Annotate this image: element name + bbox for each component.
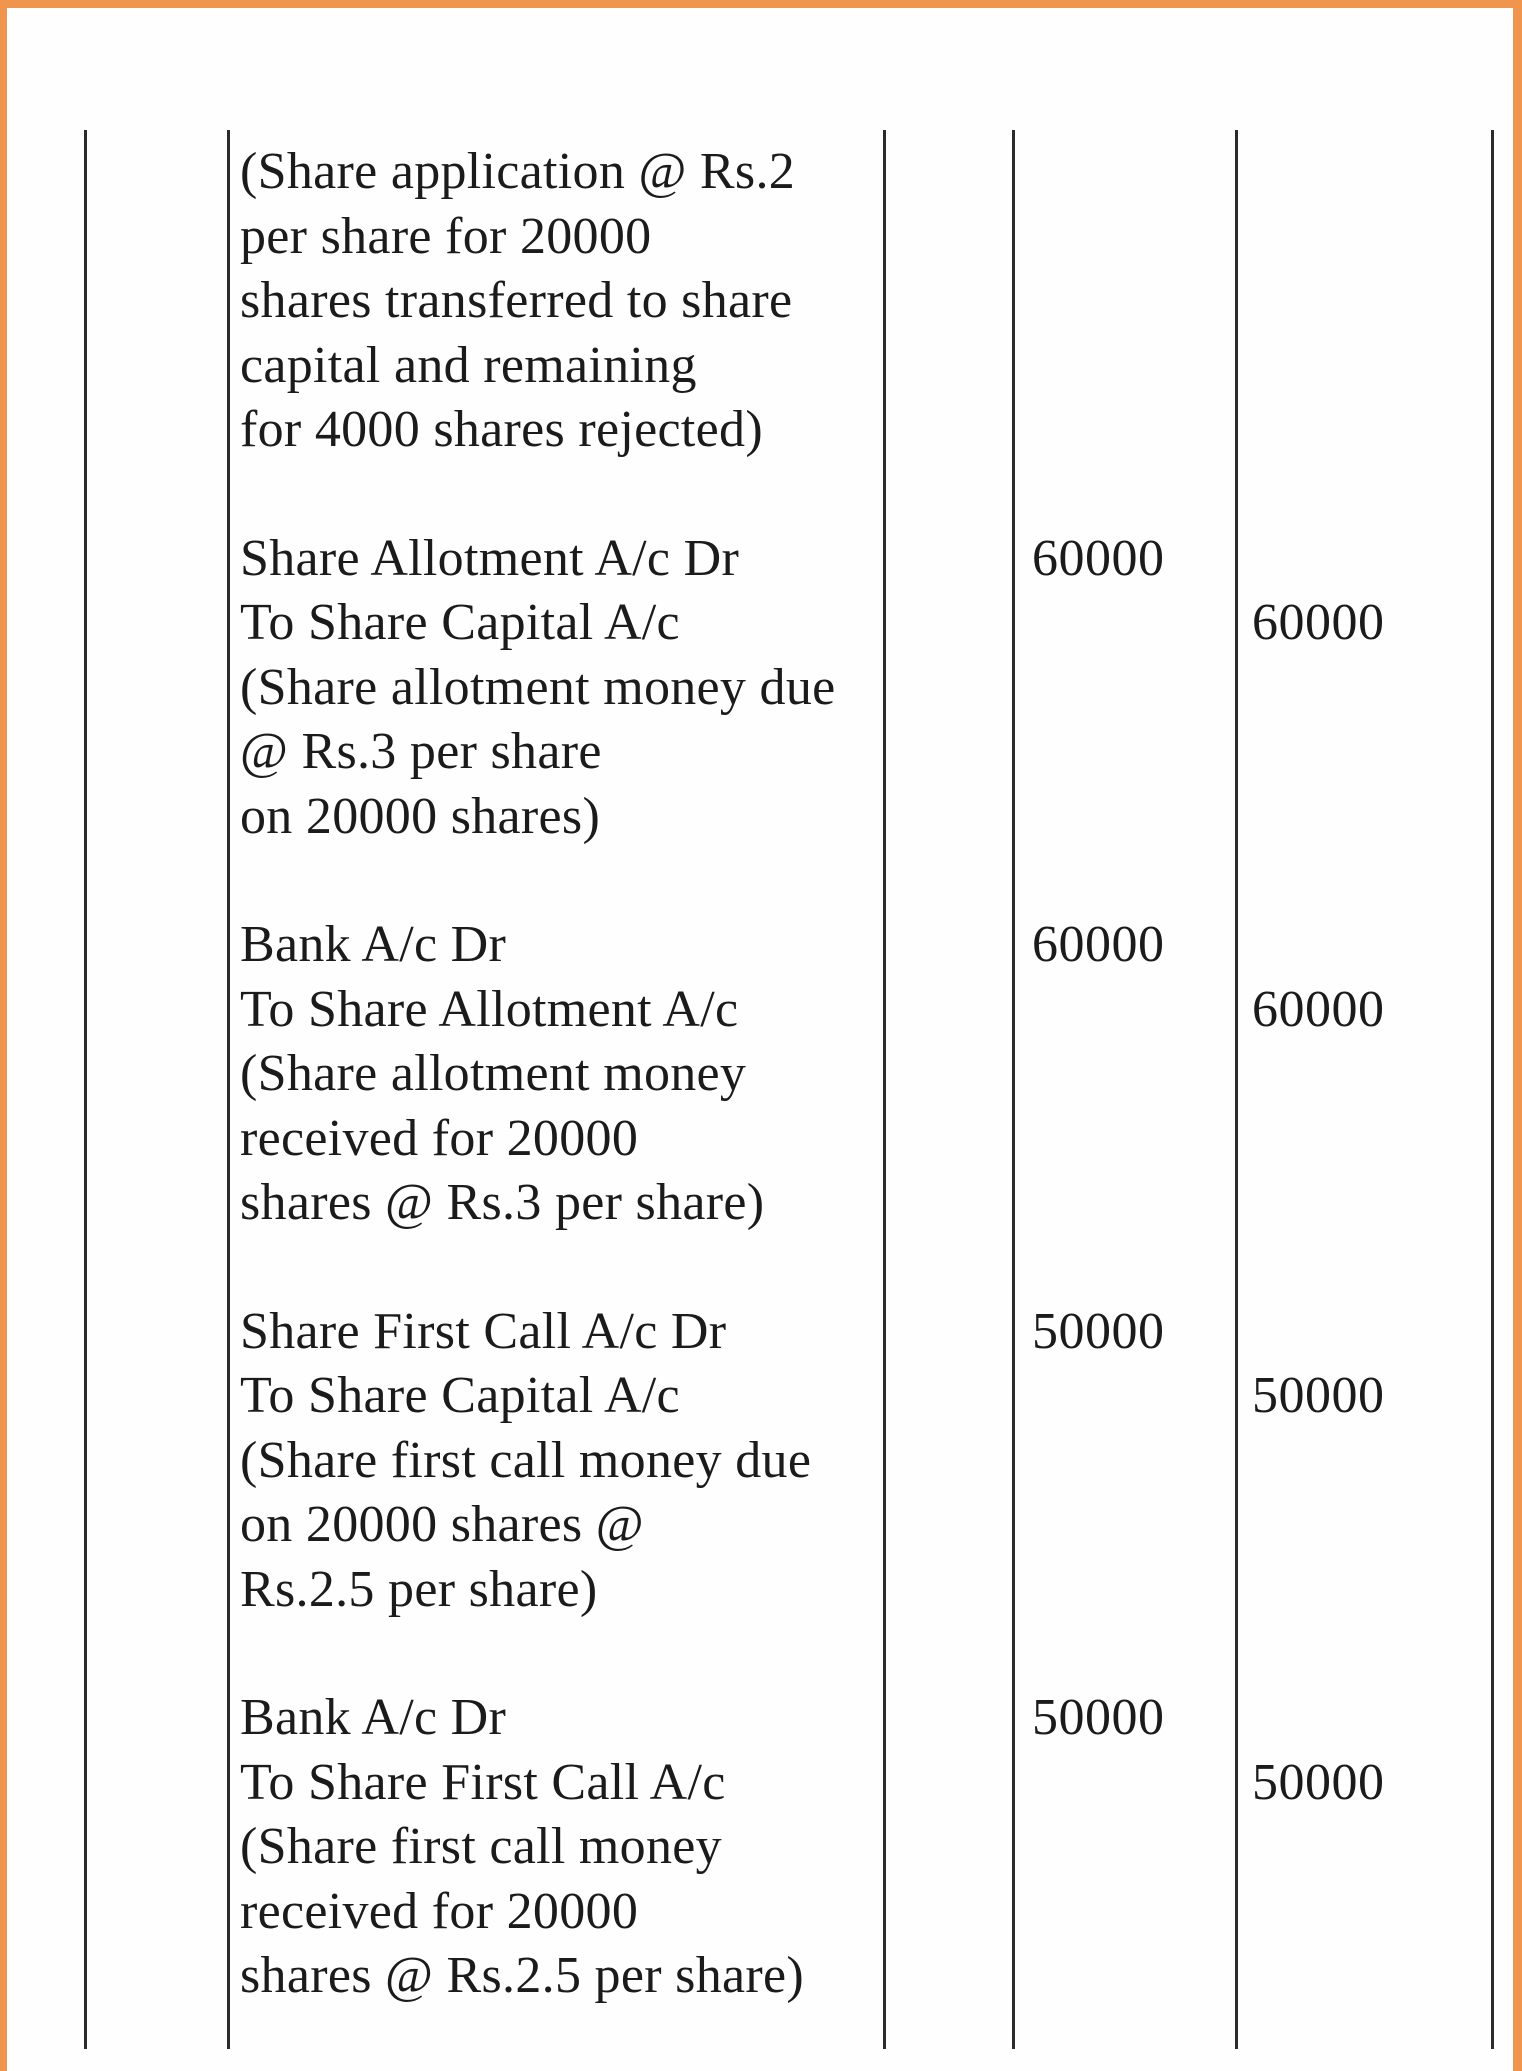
entry-narration (240, 1300, 890, 1623)
journal-text-line: (Share first call money (240, 1818, 722, 1875)
journal-text-line: To Share Capital A/c (240, 1367, 680, 1424)
credit-amount: 60000 (1252, 594, 1385, 651)
journal-text-line: @ Rs.3 per share (240, 723, 602, 780)
journal-text-line: To Share First Call A/c (240, 1753, 726, 1811)
journal-text-line: shares @ Rs.3 per share) (240, 1174, 765, 1231)
page-border-right (1513, 0, 1522, 2071)
debit-amount: 60000 (1032, 529, 1165, 587)
entry-narration (240, 913, 890, 1236)
journal-text-line: Bank A/c Dr (240, 916, 507, 973)
journal-text-line: on 20000 shares) (240, 787, 601, 845)
table-column-line-6 (1491, 130, 1494, 2049)
page-border-top (0, 0, 1522, 8)
credit-amount: 50000 (1252, 1753, 1385, 1811)
debit-amount: 60000 (1032, 916, 1165, 973)
table-column-line-4 (1012, 130, 1015, 2049)
entry-narration (240, 527, 890, 850)
journal-text-line: received for 20000 (240, 1882, 639, 1940)
journal-text-line: Share Allotment A/c Dr (240, 529, 740, 587)
journal-text-line: (Share allotment money (240, 1045, 747, 1102)
table-column-line-5 (1235, 130, 1238, 2049)
table-column-line-2 (227, 130, 230, 2049)
journal-text-line: (Share first call money due (240, 1431, 812, 1489)
journal-text-line: To Share Allotment A/c (240, 980, 739, 1038)
journal-text-line: Bank A/c Dr (240, 1689, 507, 1746)
journal-text-line: for 4000 shares rejected) (240, 401, 763, 458)
debit-amount: 50000 (1032, 1302, 1165, 1360)
journal-text-line: Share First Call A/c Dr (240, 1302, 727, 1360)
journal-text-line: Rs.2.5 per share) (240, 1560, 598, 1618)
journal-text-line: (Share allotment money due (240, 658, 836, 716)
page-border-left (0, 0, 7, 2071)
entry-narration (240, 140, 890, 463)
journal-text-line: (Share application @ Rs.2 (240, 143, 796, 200)
credit-amount: 60000 (1252, 980, 1385, 1038)
journal-text-line: To Share Capital A/c (240, 594, 680, 651)
debit-amount: 50000 (1032, 1689, 1165, 1746)
journal-text-line: on 20000 shares @ (240, 1496, 644, 1553)
journal-text-line: shares transferred to share (240, 272, 793, 329)
credit-amount: 50000 (1252, 1367, 1385, 1424)
entry-narration (240, 1686, 890, 2009)
journal-text-line: capital and remaining (240, 336, 697, 394)
journal-text-line: per share for 20000 (240, 207, 652, 265)
journal-text-line: shares @ Rs.2.5 per share) (240, 1947, 804, 2004)
journal-text-line: received for 20000 (240, 1109, 639, 1167)
table-column-line-1 (84, 130, 87, 2049)
